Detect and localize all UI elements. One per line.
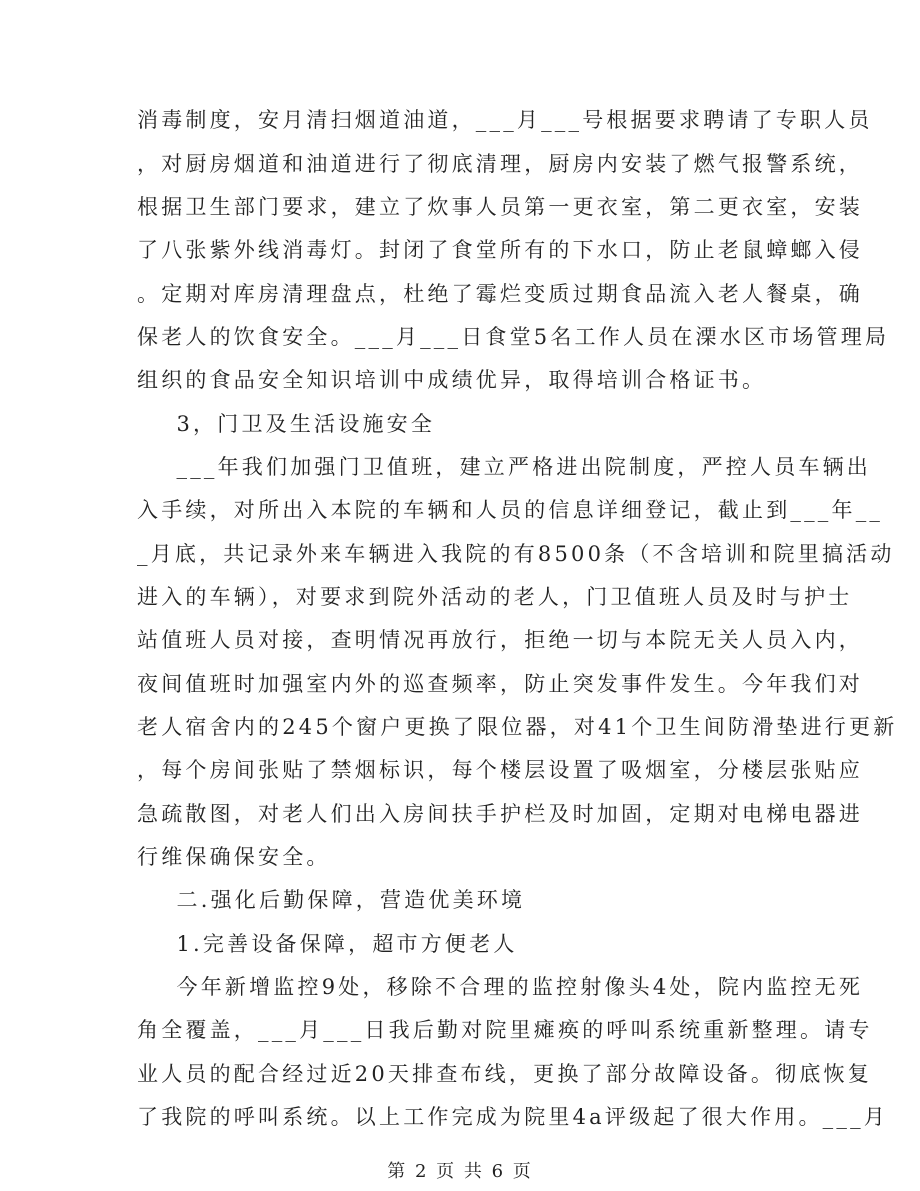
- text-line: ，对厨房烟道和油道进行了彻底清理，厨房内安装了燃气报警系统，: [137, 152, 863, 176]
- text-line: 入手续，对所出入本院的车辆和人员的信息详细登记，截止到___年__: [137, 498, 884, 522]
- text-line: 行维保确保安全。: [137, 845, 331, 869]
- text-line: ，每个房间张贴了禁烟标识，每个楼层设置了吸烟室，分楼层张贴应: [137, 758, 863, 782]
- text-line: 角全覆盖，___月___日我后勤对院里瘫痪的呼叫系统重新整理。请专: [137, 1018, 873, 1042]
- text-line: 消毒制度，安月清扫烟道油道，___月___号根据要求聘请了专职人员: [137, 108, 873, 132]
- text-line: _月底，共记录外来车辆进入我院的有8500条（不含培训和院里搞活动: [137, 542, 895, 566]
- text-line: 进入的车辆），对要求到院外活动的老人，门卫值班人员及时与护士: [137, 585, 853, 609]
- text-line: 保老人的饮食安全。___月___日食堂5名工作人员在溧水区市场管理局: [137, 325, 890, 349]
- text-line: 根据卫生部门要求，建立了炊事人员第一更衣室，第二更衣室，安装: [137, 195, 863, 219]
- text-line: 组织的食品安全知识培训中成绩优异，取得培训合格证书。: [137, 368, 767, 392]
- section-heading: 1.完善设备保障，超市方便老人: [137, 932, 518, 956]
- text-line: 今年新增监控9处，移除不合理的监控射像头4处，院内监控无死: [137, 975, 864, 999]
- text-line: 站值班人员对接，查明情况再放行，拒绝一切与本院无关人员入内，: [137, 628, 863, 652]
- section-heading: 二.强化后勤保障，营造优美环境: [137, 888, 526, 912]
- section-heading: 3，门卫及生活设施安全: [137, 412, 436, 436]
- text-line: 业人员的配合经过近20天排查布线，更换了部分故障设备。彻底恢复: [137, 1062, 872, 1086]
- text-line: ___年我们加强门卫值班，建立严格进出院制度，严控人员车辆出: [137, 455, 871, 479]
- text-line: 夜间值班时加强室内外的巡查频率，防止突发事件发生。今年我们对: [137, 672, 863, 696]
- text-line: 老人宿舍内的245个窗户更换了限位器，对41个卫生间防滑垫进行更新: [137, 715, 898, 739]
- text-line: 。定期对库房清理盘点，杜绝了霉烂变质过期食品流入老人餐桌，确: [137, 282, 863, 306]
- text-line: 了八张紫外线消毒灯。封闭了食堂所有的下水口，防止老鼠蟑螂入侵: [137, 238, 863, 262]
- page-number-footer: 第 2 页 共 6 页: [387, 1161, 533, 1182]
- text-line: 急疏散图，对老人们出入房间扶手护栏及时加固，定期对电梯电器进: [137, 802, 863, 826]
- text-line: 了我院的呼叫系统。以上工作完成为院里4a评级起了很大作用。___月: [137, 1105, 888, 1129]
